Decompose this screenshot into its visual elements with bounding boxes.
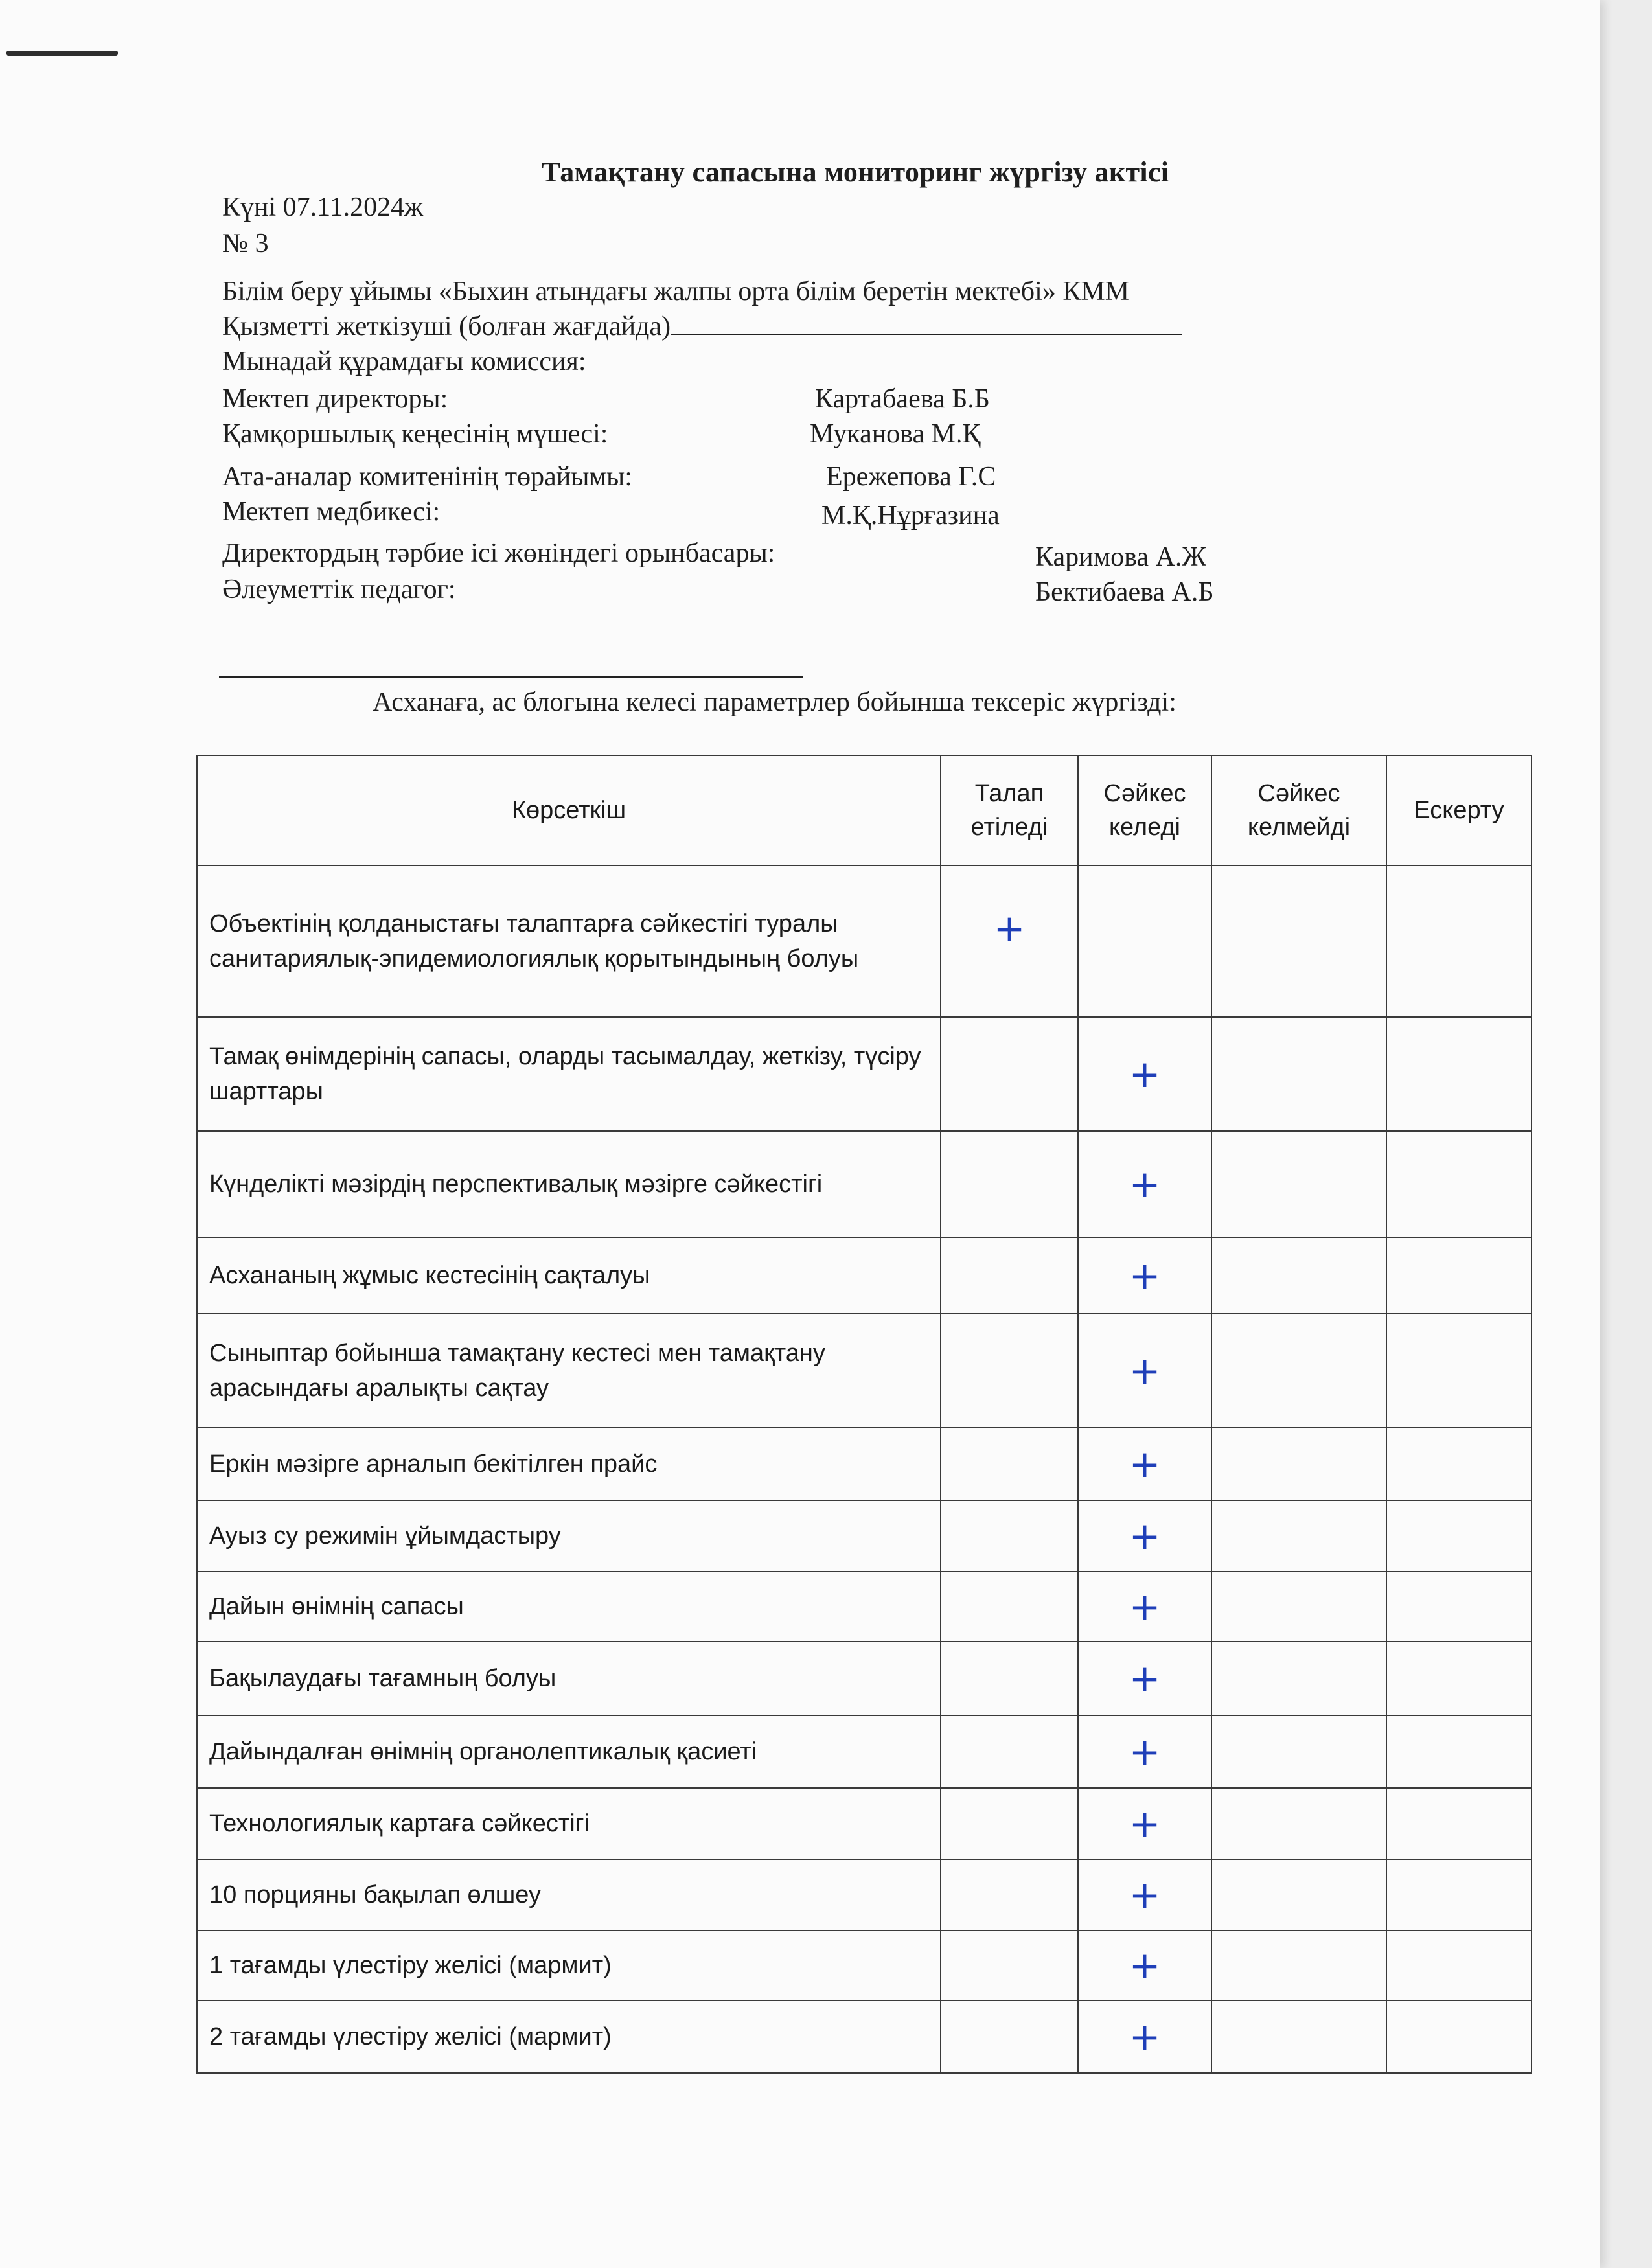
scan-edge-mark — [6, 51, 118, 56]
compliant-cell — [1078, 1642, 1211, 1715]
check-mark: + — [1129, 1873, 1161, 1917]
indicator-cell: Еркін мәзірге арналып бекітілген прайс — [197, 1428, 941, 1500]
table-row — [197, 1428, 1532, 1500]
table-row — [197, 1500, 1532, 1572]
table-header-row — [197, 755, 1532, 865]
header-required — [941, 755, 1078, 865]
table-row — [197, 1930, 1532, 2000]
header-noncompliant-label: Сәйкес келмейді — [1247, 780, 1351, 841]
compliant-cell — [1078, 1859, 1211, 1930]
indicator-cell: Асхананың жұмыс кестесінің сақталуы — [197, 1237, 941, 1314]
indicator-cell: Дайындалған өнімнің органолептикалық қасиеті — [197, 1715, 941, 1788]
check-mark: + — [1129, 1349, 1161, 1393]
note-cell — [1386, 1017, 1532, 1131]
inspection-table — [196, 755, 1532, 2074]
supplier-blank — [671, 310, 1182, 335]
table-row — [197, 1572, 1532, 1642]
noncompliant-cell — [1211, 1131, 1386, 1237]
compliant-cell — [1078, 1930, 1211, 2000]
required-cell — [941, 1572, 1078, 1642]
noncompliant-cell — [1211, 1428, 1386, 1500]
check-mark: + — [1129, 1442, 1161, 1486]
indicator-cell: 10 порцияны бақылап өлшеу — [197, 1859, 941, 1930]
indicator-cell: Объектінің қолданыстағы талаптарға сәйкестігі туралы санитариялық-эпидемиологиялық қорытындының болуы — [197, 865, 941, 1017]
check-mark: + — [1129, 2015, 1161, 2059]
compliant-cell — [1078, 1788, 1211, 1859]
required-cell — [941, 1788, 1078, 1859]
noncompliant-cell — [1211, 1017, 1386, 1131]
noncompliant-cell — [1211, 1930, 1386, 2000]
check-mark: + — [993, 906, 1026, 950]
noncompliant-cell — [1211, 1788, 1386, 1859]
note-cell — [1386, 1131, 1532, 1237]
check-mark: + — [1129, 1656, 1161, 1701]
noncompliant-cell — [1211, 865, 1386, 1017]
note-cell — [1386, 2000, 1532, 2073]
noncompliant-cell — [1211, 1715, 1386, 1788]
check-mark: + — [1129, 1943, 1161, 1987]
table-row — [197, 2000, 1532, 2073]
noncompliant-cell — [1211, 1314, 1386, 1428]
compliant-cell — [1078, 865, 1211, 1017]
check-mark: + — [1129, 1730, 1161, 1774]
inspection-intro: Асханаға, ас блогына келесі параметрлер бойынша тексеріс жүргізді: — [373, 687, 1176, 717]
note-cell — [1386, 1859, 1532, 1930]
note-cell — [1386, 1642, 1532, 1715]
commission-member-name: М.Қ.Нұрғазина — [821, 501, 1000, 531]
note-cell — [1386, 1428, 1532, 1500]
required-cell — [941, 1930, 1078, 2000]
compliant-cell — [1078, 1500, 1211, 1572]
required-cell — [941, 1500, 1078, 1572]
signature-rule — [219, 676, 803, 678]
check-mark: + — [1129, 1162, 1161, 1206]
header-compliant-label: Сәйкес келеді — [1103, 780, 1186, 841]
supplier-label: Қызметті жеткізуші (болған жағдайда) — [222, 312, 671, 341]
table-row — [197, 1237, 1532, 1314]
supplier-line — [222, 310, 1182, 343]
header-required-label: Талап етіледі — [970, 780, 1048, 841]
note-cell — [1386, 1788, 1532, 1859]
noncompliant-cell — [1211, 1237, 1386, 1314]
note-cell — [1386, 1572, 1532, 1642]
required-cell — [941, 2000, 1078, 2073]
table-row — [197, 865, 1532, 1017]
compliant-cell — [1078, 1428, 1211, 1500]
commission-role: Мектеп медбикесі: — [222, 497, 441, 527]
compliant-cell — [1078, 1715, 1211, 1788]
check-mark: + — [1129, 1585, 1161, 1629]
note-cell — [1386, 1237, 1532, 1314]
commission-role: Мектеп директоры: — [222, 384, 448, 414]
note-cell — [1386, 1314, 1532, 1428]
indicator-cell: Технологиялық картаға сәйкестігі — [197, 1788, 941, 1859]
organization-line: Білім беру ұйымы «Быхин атындағы жалпы орта білім беретін мектебі» КММ — [222, 277, 1130, 306]
commission-label: Мынадай құрамдағы комиссия: — [222, 347, 586, 376]
indicator-cell: 1 тағамды үлестіру желісі (мармит) — [197, 1930, 941, 2000]
noncompliant-cell — [1211, 1500, 1386, 1572]
compliant-cell — [1078, 1237, 1211, 1314]
table-row — [197, 1131, 1532, 1237]
required-cell — [941, 1237, 1078, 1314]
required-cell — [941, 1715, 1078, 1788]
required-cell — [941, 1428, 1078, 1500]
required-cell — [941, 865, 1078, 1017]
check-mark: + — [1129, 1802, 1161, 1846]
noncompliant-cell — [1211, 1642, 1386, 1715]
compliant-cell — [1078, 1572, 1211, 1642]
commission-member-name: Муканова М.Қ — [810, 419, 981, 449]
commission-member-name: Бектибаева А.Б — [1035, 577, 1214, 607]
header-indicator: Көрсеткіш — [197, 755, 941, 865]
note-cell — [1386, 1715, 1532, 1788]
note-cell — [1386, 865, 1532, 1017]
note-cell — [1386, 1500, 1532, 1572]
noncompliant-cell — [1211, 1859, 1386, 1930]
required-cell — [941, 1314, 1078, 1428]
commission-role: Әлеуметтік педагог: — [222, 575, 456, 604]
required-cell — [941, 1131, 1078, 1237]
indicator-cell: Тамақ өнімдерінің сапасы, оларды тасымалдау, жеткізу, түсіру шарттары — [197, 1017, 941, 1131]
table-row — [197, 1859, 1532, 1930]
indicator-cell: Ауыз су режимін ұйымдастыру — [197, 1500, 941, 1572]
check-mark: + — [1129, 1514, 1161, 1558]
date-line: Күні 07.11.2024ж — [222, 192, 424, 222]
check-mark: + — [1129, 1254, 1161, 1298]
commission-role: Ата-аналар комитенінің төрайымы: — [222, 462, 632, 492]
indicator-cell: Дайын өнімнің сапасы — [197, 1572, 941, 1642]
compliant-cell — [1078, 1131, 1211, 1237]
indicator-cell: Бақылаудағы тағамның болуы — [197, 1642, 941, 1715]
table-row — [197, 1715, 1532, 1788]
commission-role: Қамқоршылық кеңесінің мүшесі: — [222, 419, 608, 449]
required-cell — [941, 1859, 1078, 1930]
commission-member-name: Каримова А.Ж — [1035, 542, 1207, 572]
header-compliant — [1078, 755, 1211, 865]
noncompliant-cell — [1211, 2000, 1386, 2073]
required-cell — [941, 1642, 1078, 1715]
commission-member-name: Ережепова Г.С — [826, 462, 996, 492]
indicator-cell: Сыныптар бойынша тамақтану кестесі мен тамақтану арасындағы аралықты сақтау — [197, 1314, 941, 1428]
table-row — [197, 1314, 1532, 1428]
noncompliant-cell — [1211, 1572, 1386, 1642]
note-cell — [1386, 1930, 1532, 2000]
table-row — [197, 1017, 1532, 1131]
commission-member-name: Картабаева Б.Б — [815, 384, 990, 414]
document-title: Тамақтану сапасына мониторинг жүргізу актісі — [541, 156, 1169, 188]
compliant-cell — [1078, 1017, 1211, 1131]
header-note: Ескерту — [1386, 755, 1532, 865]
indicator-cell: 2 тағамды үлестіру желісі (мармит) — [197, 2000, 941, 2073]
check-mark: + — [1129, 1052, 1161, 1096]
table-row — [197, 1642, 1532, 1715]
compliant-cell — [1078, 1314, 1211, 1428]
compliant-cell — [1078, 2000, 1211, 2073]
indicator-cell: Күнделікті мәзірдің перспективалық мәзірге сәйкестігі — [197, 1131, 941, 1237]
header-noncompliant — [1211, 755, 1386, 865]
commission-role: Директордың тәрбие ісі жөніндегі орынбасары: — [222, 538, 775, 568]
required-cell — [941, 1017, 1078, 1131]
number-line: № 3 — [222, 229, 269, 258]
table-row — [197, 1788, 1532, 1859]
